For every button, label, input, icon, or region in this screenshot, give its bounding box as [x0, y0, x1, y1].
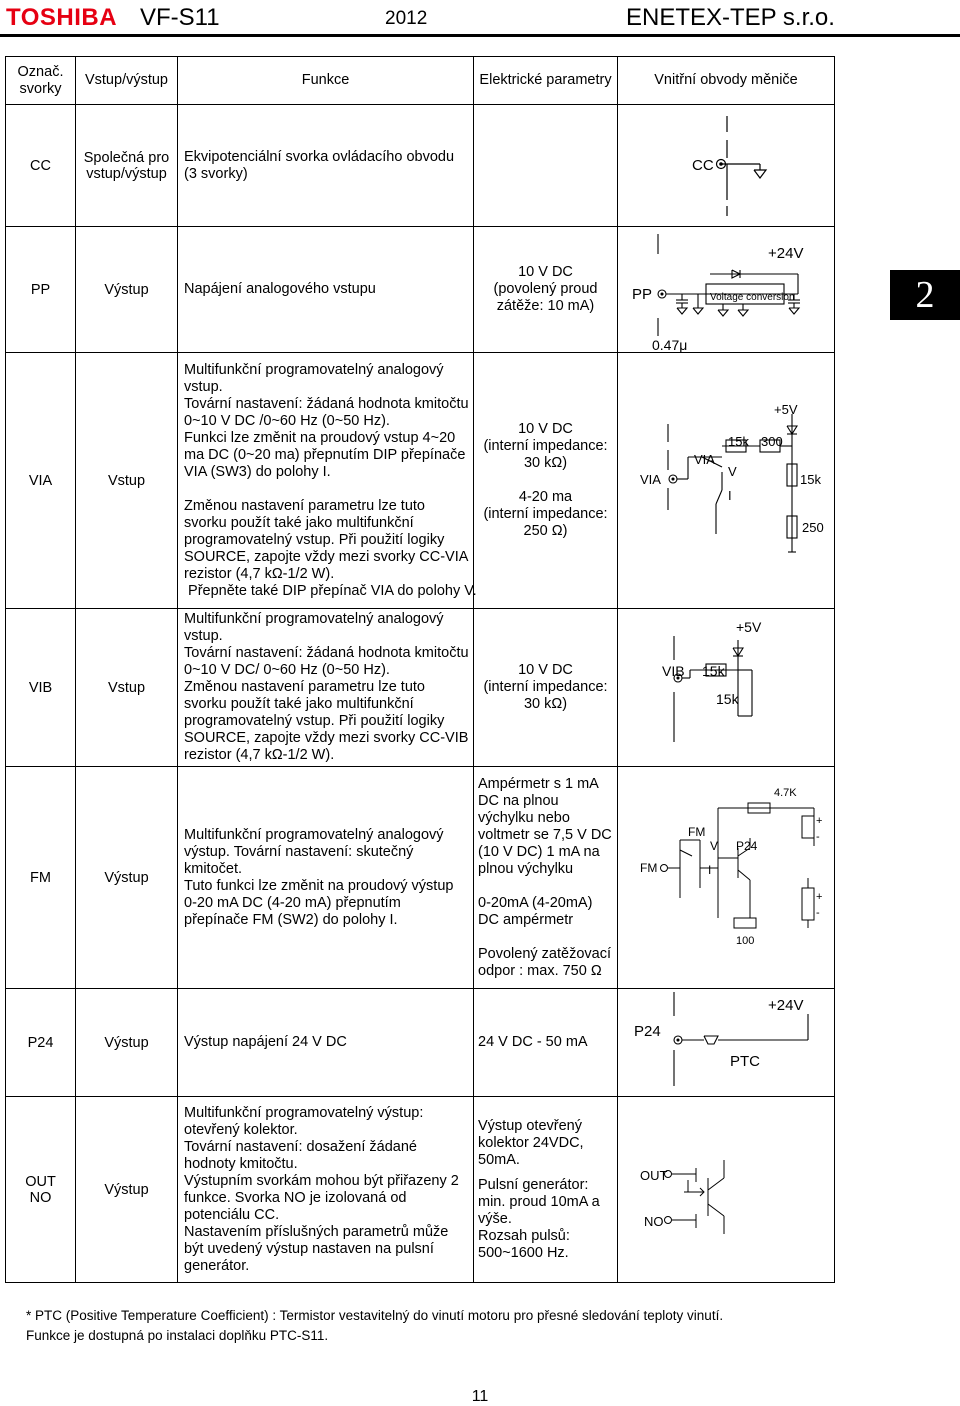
- circuit-label: 15k: [800, 471, 821, 487]
- circuit-diagram: [618, 354, 835, 608]
- table-row: [6, 989, 835, 1097]
- col-header-function: Funkce: [178, 57, 474, 105]
- terminal-code: CC: [6, 105, 76, 227]
- terminal-code: [6, 1097, 76, 1283]
- terminal-function: [178, 989, 474, 1097]
- footnote: [26, 1306, 723, 1346]
- terminal-direction: Společná pro vstup/výstup: [76, 105, 178, 227]
- function-text: Změnou nastavení parametru lze tuto svorku použít také jako multifunkční programovatelný vstup. Při použití logiky SOURCE, zapojte vždy mezi svorky CC-VIB rezistor (4,7 kΩ-1/2 W).: [184, 679, 469, 763]
- circuit-diagram: [618, 990, 835, 1096]
- table-row: [6, 767, 835, 989]
- table-header-row: [6, 57, 835, 105]
- col-header-electrical: Elektrické parametry: [474, 57, 618, 105]
- param-text: (interní impedance: 30 kΩ): [483, 438, 608, 471]
- table-row: [6, 1097, 835, 1283]
- circuit-label: PP: [632, 285, 653, 303]
- terminal-params: [474, 105, 618, 227]
- function-text: Funkci lze změnit na proudový vstup 4~20 ma DC (0~20 ma) přepnutím DIP přepínače VIA (SW3) do polohy I.: [184, 429, 466, 480]
- terminal-code: FM: [6, 767, 76, 989]
- circuit-label: 250: [802, 519, 824, 535]
- paragraph-gap: [478, 1169, 613, 1177]
- page-header: [0, 0, 960, 36]
- table-row: [6, 353, 835, 609]
- table-row: [6, 105, 835, 227]
- param-text: 0-20mA (4-20mA) DC ampérmetr: [478, 894, 593, 928]
- param-text: (interní impedance: 30 kΩ): [483, 679, 608, 712]
- function-text: Multifunkční programovatelný analogový vstup.: [184, 361, 444, 395]
- circuit-label: VIB: [662, 662, 685, 679]
- circuit-label: -: [816, 830, 820, 843]
- paragraph-gap: [478, 878, 613, 895]
- circuit-label: +5V: [736, 618, 762, 635]
- function-text: Tovární nastavení: dosažení žádané hodnoty kmitočtu.: [184, 1138, 417, 1172]
- function-text: Změnou nastavení parametru lze tuto svorku použít také jako multifunkční programovatelný vstup. Při použití logiky SOURCE, zapojte vždy mezi svorky CC-VIA rezistor (4,7 kΩ-1/2 W).: [184, 497, 468, 582]
- function-text: Multifunkční programovatelný analogový výstup. Tovární nastavení: skutečný kmitočet.: [184, 826, 444, 877]
- table-row: [6, 609, 835, 767]
- terminal-function: [178, 353, 477, 609]
- param-text: Rozsah pulsů: 500~1600 Hz.: [478, 1227, 570, 1261]
- header-year: 2012: [385, 8, 428, 29]
- circuit-label: P24: [634, 1022, 661, 1040]
- company-name: ENETEX-TEP s.r.o.: [626, 4, 835, 31]
- function-text: Tovární nastavení: žádaná hodnota kmitočtu 0~10 V DC/ 0~60 Hz (0~50 Hz).: [184, 645, 469, 678]
- circuit-label: CC: [692, 156, 714, 174]
- circuit-label: +: [816, 814, 823, 827]
- terminal-direction: Vstup: [76, 609, 178, 767]
- terminal-code: VIB: [6, 609, 76, 767]
- terminal-function: [178, 1097, 474, 1283]
- circuit-label: 15k: [728, 433, 749, 449]
- circuit-diagram: [618, 106, 835, 226]
- paragraph-gap: [478, 929, 613, 946]
- footnote-line: * PTC (Positive Temperature Coefficient) : Termistor vestavitelný do vinutí motoru pro přesné sledování teploty vinutí.: [26, 1308, 724, 1323]
- col-header-internal-circuit: Vnitřní obvody měniče: [618, 57, 835, 105]
- model-name: VF-S11: [140, 4, 220, 31]
- circuit-label: +5V: [774, 401, 798, 417]
- terminal-code: PP: [6, 227, 76, 353]
- param-text: (interní impedance: 250 Ω): [483, 506, 608, 539]
- terminal-params: [474, 353, 618, 609]
- circuit-vib: [618, 609, 835, 767]
- page-number: 11: [471, 1388, 489, 1405]
- terminal-params: [474, 989, 618, 1097]
- circuit-label: 0.47μ: [652, 336, 688, 352]
- function-text: Přepněte také DIP přepínač VIA do polohy V.: [184, 582, 477, 599]
- header-rule: [0, 34, 960, 37]
- param-text: 4-20 ma: [518, 489, 573, 505]
- circuit-label: VIA: [640, 471, 661, 487]
- circuit-out-no: [618, 1097, 835, 1283]
- circuit-label: P24: [736, 838, 758, 853]
- col-header-io: Vstup/výstup: [76, 57, 178, 105]
- circuit-label: NO: [644, 1213, 664, 1229]
- circuit-diagram: [618, 1098, 835, 1282]
- circuit-diagram: [618, 228, 835, 352]
- terminal-params: [474, 767, 618, 989]
- param-text: 10 V DC: [518, 421, 573, 437]
- circuit-diagram: [618, 768, 835, 988]
- paragraph-gap: [184, 481, 469, 498]
- terminal-direction: Vstup: [76, 353, 178, 609]
- function-text: Napájení analogového vstupu: [184, 281, 376, 297]
- circuit-label: V: [728, 463, 737, 479]
- terminal-function: [178, 105, 474, 227]
- terminal-code-out: OUT: [25, 1173, 56, 1190]
- terminal-function: [178, 609, 474, 767]
- paragraph-gap: [478, 472, 613, 489]
- terminal-params: [474, 609, 618, 767]
- circuit-label: 4.7K: [774, 786, 797, 799]
- terminal-code: P24: [6, 989, 76, 1097]
- circuit-label: VIA: [694, 451, 715, 467]
- function-text: Tovární nastavení: žádaná hodnota kmitočtu 0~10 V DC /0~60 Hz (0~50 Hz).: [184, 395, 469, 429]
- function-text: Tuto funkci lze změnit na proudový výstup 0-20 mA DC (4-20 mA) přepnutím přepínače FM (SW2) do polohy I.: [184, 877, 454, 928]
- param-text: 10 V DC: [518, 662, 573, 678]
- circuit-label: OUT: [640, 1167, 668, 1183]
- circuit-diagram: [618, 612, 835, 764]
- function-text: Ekvipotenciální svorka ovládacího obvodu (3 svorky): [184, 148, 455, 182]
- terminal-direction: Výstup: [76, 1097, 178, 1283]
- circuit-label: 100: [736, 934, 755, 947]
- circuit-label: I: [708, 862, 712, 877]
- param-text: Ampérmetr s 1 mA DC na plnou výchylku nebo voltmetr se 7,5 V DC (10 V DC) 1 mA na plnou výchylku: [478, 775, 612, 877]
- param-text: (povolený proud zátěže: 10 mA): [493, 281, 598, 314]
- terminal-params: [474, 227, 618, 353]
- terminal-function: [178, 227, 474, 353]
- circuit-label: 15k: [716, 690, 739, 707]
- circuit-fm: [618, 767, 835, 989]
- circuit-p24: [618, 989, 835, 1097]
- param-text: Pulsní generátor: min. proud 10mA a výše.: [478, 1176, 600, 1227]
- terminal-table: [5, 56, 835, 1283]
- circuit-label: FM: [688, 824, 706, 839]
- param-text: 24 V DC - 50 mA: [478, 1034, 588, 1050]
- circuit-via: [618, 353, 835, 609]
- terminal-code-no: NO: [29, 1189, 52, 1206]
- circuit-label: PTC: [730, 1052, 760, 1070]
- footnote-line: Funkce je dostupná po instalaci doplňku PTC-S11.: [26, 1328, 329, 1343]
- col-header-code: Označ. svorky: [6, 57, 76, 105]
- circuit-cc: [618, 105, 835, 227]
- param-text: Výstup otevřený kolektor 24VDC, 50mA.: [478, 1117, 584, 1168]
- function-text: Multifunkční programovatelný výstup: otevřený kolektor.: [184, 1104, 424, 1138]
- param-text: 10 V DC: [518, 264, 573, 280]
- circuit-label: I: [728, 487, 732, 503]
- terminal-direction: Výstup: [76, 227, 178, 353]
- table-row: [6, 227, 835, 353]
- terminal-function: [178, 767, 474, 989]
- brand-logo: TOSHIBA: [6, 4, 118, 31]
- terminal-params: [474, 1097, 618, 1283]
- function-text: Výstupním svorkám mohou být přiřazeny 2 funkce. Svorka NO je izolovaná od potenciálu CC.: [184, 1172, 459, 1223]
- circuit-label: +24V: [768, 996, 804, 1014]
- circuit-label: V: [710, 838, 719, 853]
- terminal-code: VIA: [6, 353, 76, 609]
- function-text: Výstup napájení 24 V DC: [184, 1034, 347, 1050]
- function-text: Multifunkční programovatelný analogový vstup.: [184, 611, 444, 644]
- function-text: Nastavením příslušných parametrů může být uvedený výstup nastaven na pulsní generátor.: [184, 1223, 449, 1274]
- terminal-direction: Výstup: [76, 989, 178, 1097]
- circuit-label: FM: [640, 860, 658, 875]
- circuit-label: Voltage conversion: [710, 291, 795, 303]
- circuit-label: 300: [761, 433, 783, 449]
- circuit-label: -: [816, 906, 820, 919]
- circuit-label: +24V: [768, 244, 804, 262]
- terminal-direction: Výstup: [76, 767, 178, 989]
- chapter-tab: 2: [890, 270, 960, 320]
- param-text: Povolený zatěžovací odpor : max. 750 Ω: [478, 945, 611, 979]
- circuit-label: 15k: [702, 662, 725, 679]
- circuit-pp: [618, 227, 835, 353]
- circuit-label: +: [816, 890, 823, 903]
